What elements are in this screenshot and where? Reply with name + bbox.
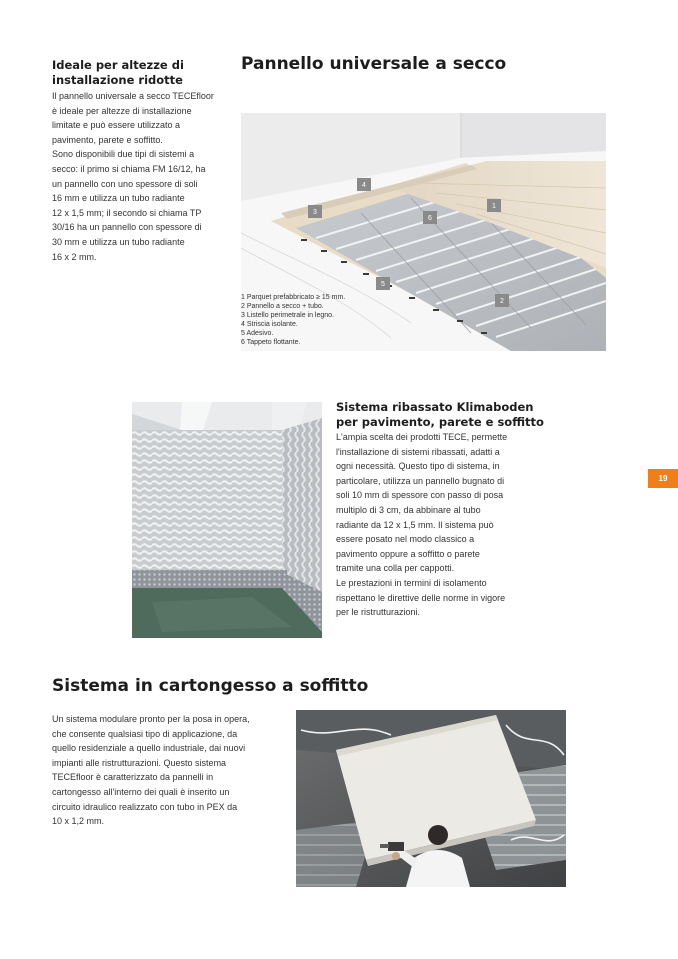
marker-1-label: 1	[492, 203, 496, 210]
marker-3-label: 3	[313, 209, 317, 216]
marker-5-label: 5	[381, 281, 385, 288]
side-text: Il pannello universale a secco TECEfloor è ideale per altezze di installazione limitate e può essere utilizzato a pavimento, parete e soffitto. Sono disponibili due tipi di sistemi a secco: il primo si chiama FM 16/12, ha un pannello con uno spessore di soli 16 mm e utilizza un tubo radiante 12 x 1,5 mm; il secondo si chiama TP 30/16 ha un pannello con spessore di 30 mm e utilizza un tubo radiante 16 x 2 mm.	[52, 91, 214, 262]
page-number-tab: 19	[648, 469, 678, 488]
legend-item: 4 Striscia isolante.	[241, 321, 298, 328]
legend-item: 2 Pannello a secco + tubo.	[241, 303, 324, 310]
illustration-legend	[241, 293, 401, 347]
ceiling-installation-photo	[296, 710, 566, 887]
section3-text: Un sistema modulare pronto per la posa in opera, che consente qualsiasi tipo di applicazione, da quello residenziale a quello industriale, dai nuovi impianti alle ristrutturazioni. Questo sistema TECEfloor è caratterizzato da pannelli in cartongesso all'interno dei quali è inserito un circuito idraulico realizzato con tubo in PEX da 10 x 1,2 mm.	[52, 714, 250, 827]
legend-item: 3 Listello perimetrale in legno.	[241, 312, 334, 319]
legend-item: 1 Parquet prefabbricato ≥ 15 mm.	[241, 294, 346, 301]
marker-6-label: 6	[428, 215, 432, 222]
klimaboden-room-photo	[132, 402, 322, 638]
section2-heading: Sistema ribassato Klimaboden per pavimento, parete e soffitto	[336, 400, 544, 429]
side-heading: Ideale per altezze di installazione ridotte	[52, 58, 184, 87]
section3-title: Sistema in cartongesso a soffitto	[52, 676, 369, 696]
legend-item: 5 Adesivo.	[241, 330, 274, 337]
marker-4-label: 4	[362, 182, 366, 189]
section2-text: L'ampia scelta dei prodotti TECE, permette l'installazione di sistemi ribassati, adatti a ogni necessità. Questo tipo di sistema, in particolare, utilizza un pannello bugnato di soli 10 mm di spessore con passo di posa multiplo di 3 cm, da abbinare al tubo radiante da 12 x 1,5 mm. Il sistema può essere posato nel modo classico a pavimento oppure a soffitto o parete tramite una colla per cappotti. Le prestazioni in termini di isolamento rispettano le direttive delle norme in vigore per le ristrutturazioni.	[336, 432, 508, 618]
marker-2-label: 2	[500, 298, 504, 305]
legend-item: 6 Tappeto flottante.	[241, 339, 301, 346]
section1-title: Pannello universale a secco	[241, 54, 507, 74]
